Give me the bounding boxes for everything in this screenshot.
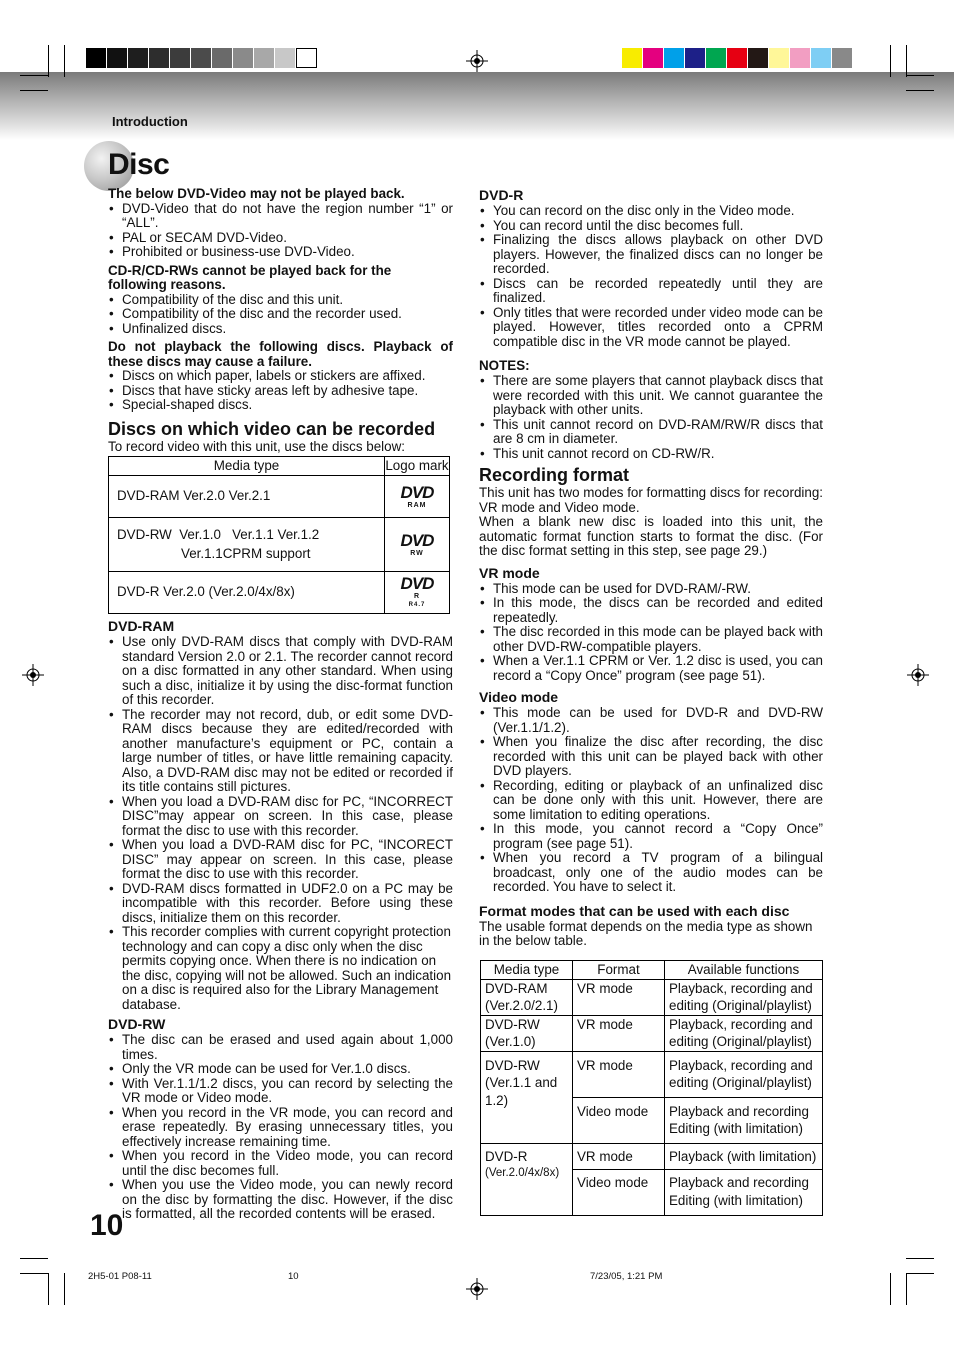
right-column — [479, 187, 823, 949]
gray-swatch — [212, 48, 233, 68]
table-row — [481, 1051, 823, 1097]
footer-page: 10 — [288, 1271, 299, 1282]
table-header-row — [109, 457, 450, 476]
table-cell — [385, 518, 450, 572]
table-cell: DVD-RAM Ver.2.0 Ver.2.1 — [109, 476, 385, 518]
gray-swatch — [191, 48, 212, 68]
dvd-rw-logo-icon: DVD RW — [400, 530, 434, 557]
list-item: • Only the VR mode can be used for Ver.1.0 discs. — [108, 1062, 453, 1077]
gray-swatch — [233, 48, 254, 68]
color-swatch — [769, 48, 790, 68]
table-row — [481, 1143, 823, 1170]
list-item: • In this mode, you cannot record a “Copy Once” program (see page 51). — [479, 822, 823, 851]
table-cell: DVD-RW (Ver.1.0) — [481, 1015, 573, 1051]
subsection-heading: Video mode — [479, 689, 559, 705]
list-item: • Discs on which paper, labels or stickers are affixed. — [108, 369, 453, 384]
paragraph: This unit has two modes for formatting discs for recording: VR mode and Video mode. — [479, 485, 823, 515]
vr-mode-list — [479, 582, 823, 684]
dvd-ram-logo-icon: DVD RAM — [400, 482, 434, 509]
color-swatch — [832, 48, 853, 68]
table-cell: Video mode — [573, 1097, 665, 1143]
list-item: • With Ver.1.1/1.2 discs, you can record by selecting the VR mode or Video mode. — [108, 1077, 453, 1106]
gray-swatch — [107, 48, 128, 68]
table-row — [109, 572, 450, 614]
list-item: • When you load a DVD-RAM disc for PC, “INCORRECT DISC”may appear on screen. In this case, please format the disc to use with this recorder. — [108, 795, 453, 839]
list-item: • Special-shaped discs. — [108, 398, 453, 413]
paragraph-heading: CD-R/CD-RWs cannot be played back for the following reasons. — [108, 262, 392, 292]
notes-list — [479, 374, 823, 461]
list-item: • This recorder complies with current copyright protection technology and can copy a disc only when the disc permits copying once. When there is no indication on the disc, copying will not be allowed. Such an indication on a disc is required also for the Library Management database. — [108, 925, 453, 1012]
list-item: • Use only DVD-RAM discs that comply with DVD-RAM standard Version 2.0 or 2.1. The recorder cannot record on a disc formatted in any other standard. When using such a disc, initialize it by using the disc-format function of this recorder. — [108, 635, 453, 708]
list-item: • The recorder may not record, dub, or edit some DVD-RAM discs because they are edited/recorded with another manufacture’s equipment or PC, contain a large number of titles, or have little remaining capacity. Also, a DVD-RAM disc may not be edited or recorded if its title contains still pictures. — [108, 708, 453, 795]
table-cell: Playback and recording Editing (with limitation) — [665, 1097, 823, 1143]
dvd-r-list — [479, 204, 823, 349]
table-cell: Playback, recording and editing (Original/playlist) — [665, 1051, 823, 1097]
section-label: Introduction — [112, 114, 188, 129]
table-header-cell: Media type — [481, 961, 573, 980]
list-item: • Compatibility of the disc and the recorder used. — [108, 307, 453, 322]
do-not-play-list — [108, 369, 453, 413]
color-swatch — [790, 48, 811, 68]
table-cell: Playback (with limitation) — [665, 1143, 823, 1170]
gray-swatch — [296, 48, 317, 68]
table-row — [481, 1015, 823, 1051]
table-header-cell: Logo mark — [385, 457, 450, 476]
table-cell: VR mode — [573, 1015, 665, 1051]
paragraph: To record video with this unit, use the discs below: — [108, 438, 405, 454]
section-heading: Recording format — [479, 465, 630, 485]
table-row — [109, 518, 450, 572]
table-cell: Playback, recording and editing (Original/playlist) — [665, 979, 823, 1015]
cdr-reasons-list — [108, 293, 453, 337]
list-item: • When you finalize the disc after recording, the disc recorded with this unit can be played back with other DVD players. — [479, 735, 823, 779]
table-row — [481, 979, 823, 1015]
gray-swatch — [275, 48, 296, 68]
table-cell — [385, 572, 450, 614]
list-item: • Finalizing the discs allows playback on other DVD players. However, the finalized discs can no longer be recorded. — [479, 233, 823, 277]
table-cell: VR mode — [573, 1051, 665, 1097]
list-item: • This unit cannot record on DVD-RAM/RW/R discs that are 8 cm in diameter. — [479, 418, 823, 447]
color-swatch — [622, 48, 643, 68]
table-cell: Playback, recording and editing (Original/playlist) — [665, 1015, 823, 1051]
list-item: • Unfinalized discs. — [108, 322, 453, 337]
table-cell: DVD-R (Ver.2.0/4x/8x) — [481, 1143, 573, 1216]
list-item: • You can record on the disc only in the Video mode. — [479, 204, 823, 219]
list-item: • There are some players that cannot playback discs that were recorded with this unit. We cannot guarantee the playback with other units. — [479, 374, 823, 418]
dvd-ram-list — [108, 635, 453, 1012]
footer-file-id: 2H5-01 P08-11 — [88, 1271, 152, 1282]
list-item: • You can record until the disc becomes full. — [479, 219, 823, 234]
gray-swatch — [86, 48, 107, 68]
table-cell: Video mode — [573, 1170, 665, 1216]
list-item: • When you record in the VR mode, you can record and erase repeatedly. By erasing unnecessary titles, you effectively increase remaining time. — [108, 1106, 453, 1150]
section-heading: Discs on which video can be recorded — [108, 418, 436, 439]
footer-timestamp: 7/23/05, 1:21 PM — [590, 1271, 663, 1282]
gray-swatch — [254, 48, 275, 68]
table-cell: Playback and recording Editing (with limitation) — [665, 1170, 823, 1216]
list-item: • DVD-RAM discs formatted in UDF2.0 on a PC may be incompatible with this recorder. Before using these discs, initialize them on this recorder. — [108, 882, 453, 926]
table-header-row — [481, 961, 823, 980]
gray-swatch — [149, 48, 170, 68]
list-item: • When a Ver.1.1 CPRM or Ver. 1.2 disc is used, you can record a “Copy Once” program (see page 51). — [479, 654, 823, 683]
subsection-heading: DVD-RW — [108, 1016, 166, 1032]
color-swatch — [748, 48, 769, 68]
dvd-video-restrictions-list — [108, 202, 453, 260]
table-header-cell: Available functions — [665, 961, 823, 980]
paragraph: When a blank new disc is loaded into this unit, the automatic format function starts to format the disc. (For the disc format setting in this step, see page 29.) — [479, 514, 823, 558]
list-item: • This mode can be used for DVD-R and DVD-RW (Ver.1.1/1.2). — [479, 706, 823, 735]
gray-swatch — [170, 48, 191, 68]
notes-heading: NOTES: — [479, 358, 530, 373]
subsection-heading: VR mode — [479, 564, 540, 581]
format-modes-table — [480, 960, 823, 1216]
list-item: • This unit cannot record on CD-RW/R. — [479, 447, 823, 462]
table-cell: DVD-R Ver.2.0 (Ver.2.0/4x/8x) — [109, 572, 385, 614]
dvd-rw-list — [108, 1033, 453, 1222]
list-item: • The disc can be erased and used again about 1,000 times. — [108, 1033, 453, 1062]
header-gradient-band — [0, 72, 954, 140]
registration-mark-icon — [22, 664, 44, 686]
table-cell: DVD-RW (Ver.1.1 and 1.2) — [481, 1051, 573, 1143]
color-swatch — [685, 48, 706, 68]
media-type-table — [108, 456, 450, 614]
list-item: • This mode can be used for DVD-RAM/-RW. — [479, 582, 823, 597]
paragraph: The usable format depends on the media type as shown in the below table. — [479, 918, 813, 948]
color-swatch — [727, 48, 748, 68]
table-cell: VR mode — [573, 979, 665, 1015]
subsection-heading: DVD-R — [479, 187, 524, 203]
table-cell — [385, 476, 450, 518]
list-item: • Discs that have sticky areas left by adhesive tape. — [108, 384, 453, 399]
list-item: • When you use the Video mode, you can newly record on the disc by formatting the disc. However, if the disc is formatted, all the recorded contents will be erased. — [108, 1178, 453, 1222]
list-item: • Discs can be recorded repeatedly until they are finalized. — [479, 277, 823, 306]
list-item: • In this mode, the discs can be recorded and edited repeatedly. — [479, 596, 823, 625]
video-mode-list — [479, 706, 823, 895]
page-number: 10 — [90, 1209, 124, 1242]
color-swatch — [643, 48, 664, 68]
list-item: • When you record in the Video mode, you can record until the disc becomes full. — [108, 1149, 453, 1178]
left-column — [108, 187, 453, 1222]
paragraph-heading: Do not playback the following discs. Playback of these discs may cause a failure. — [108, 339, 453, 369]
registration-mark-icon — [466, 1278, 488, 1300]
page-title: Disc — [108, 148, 170, 181]
table-cell: VR mode — [573, 1143, 665, 1170]
list-item: • Only titles that were recorded under video mode can be played. However, titles recorded onto a CPRM compatible disc in the VR mode cannot be played. — [479, 306, 823, 350]
paragraph-heading: The below DVD-Video may not be played back. — [108, 186, 405, 201]
list-item: • Prohibited or business-use DVD-Video. — [108, 245, 453, 260]
color-swatch — [664, 48, 685, 68]
list-item: • DVD-Video that do not have the region number “1” or “ALL”. — [108, 202, 453, 231]
subsection-heading: DVD-RAM — [108, 618, 175, 634]
table-row — [109, 476, 450, 518]
registration-mark-icon — [466, 50, 488, 72]
table-cell: DVD-RW Ver.1.0 Ver.1.1 Ver.1.2 Ver.1.1CPRM support — [109, 518, 385, 572]
list-item: • Recording, editing or playback of an unfinalized disc can be done only with this unit. However, there are some limitation to editing operations. — [479, 779, 823, 823]
table-header-cell: Media type — [109, 457, 385, 476]
process-color-bar — [622, 48, 853, 68]
list-item: • When you load a DVD-RAM disc for PC, “INCORECT DISC” may appear on screen. In this case, please format the disc to use with this recorder. — [108, 838, 453, 882]
color-swatch — [811, 48, 832, 68]
color-swatch — [706, 48, 727, 68]
table-header-cell: Format — [573, 961, 665, 980]
table-cell: DVD-RAM (Ver.2.0/2.1) — [481, 979, 573, 1015]
subsection-heading: Format modes that can be used with each disc — [479, 902, 790, 919]
list-item: • When you record a TV program of a bilingual broadcast, only one of the audio modes can be recorded. You have to select it. — [479, 851, 823, 895]
list-item: • Compatibility of the disc and this unit. — [108, 293, 453, 308]
dvd-r-logo-icon: DVD R R4.7 — [400, 574, 434, 608]
gray-swatch — [128, 48, 149, 68]
gray-color-bar — [86, 48, 317, 68]
registration-mark-icon — [907, 664, 929, 686]
list-item: • PAL or SECAM DVD-Video. — [108, 231, 453, 246]
list-item: • The disc recorded in this mode can be played back with other DVD-RW-compatible players. — [479, 625, 823, 654]
